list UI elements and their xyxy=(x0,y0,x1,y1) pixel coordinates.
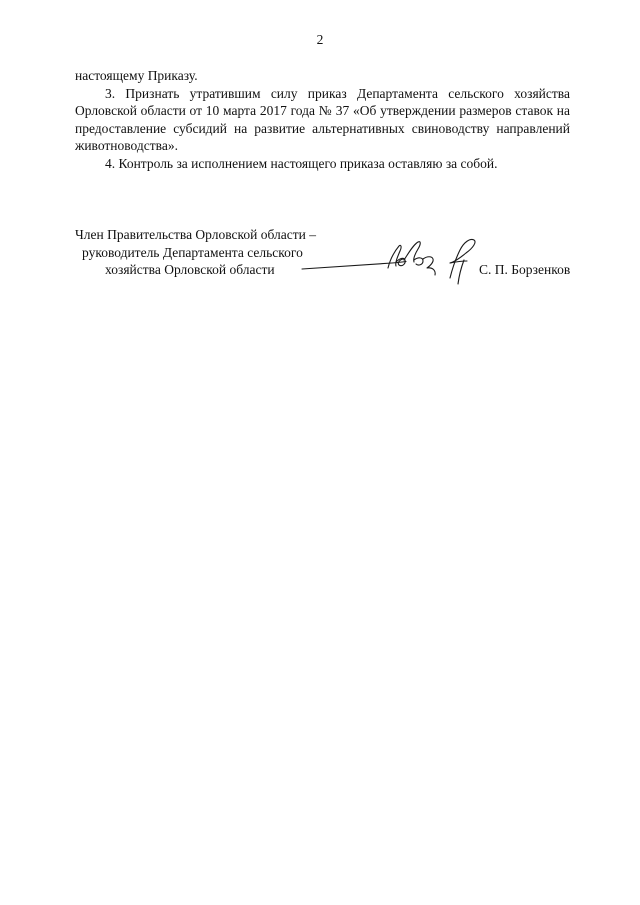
body-paragraph-item-3: 3. Признать утратившим силу приказ Департамента сельского хозяйства Орловской области от 10 марта 2017 года № 37 «Об утверждении размеров ставок на предоставление субсидий на развитие альтернативных свиноводству направлений животноводства». xyxy=(75,85,570,153)
page-number: 2 xyxy=(316,32,324,47)
signer-position-line-1: Член Правительства Орловской области – xyxy=(75,227,317,242)
signer-name: С. П. Борзенков xyxy=(479,262,571,277)
document-body xyxy=(75,67,570,172)
body-paragraph-item-4: 4. Контроль за исполнением настоящего приказа оставляю за собой. xyxy=(105,155,498,171)
body-paragraph-continuation: настоящему Приказу. xyxy=(75,68,198,83)
signer-position-line-2: руководитель Департамента сельского xyxy=(82,244,303,260)
handwritten-signature xyxy=(300,232,500,288)
signer-position-line-3: хозяйства Орловской области xyxy=(105,262,275,277)
